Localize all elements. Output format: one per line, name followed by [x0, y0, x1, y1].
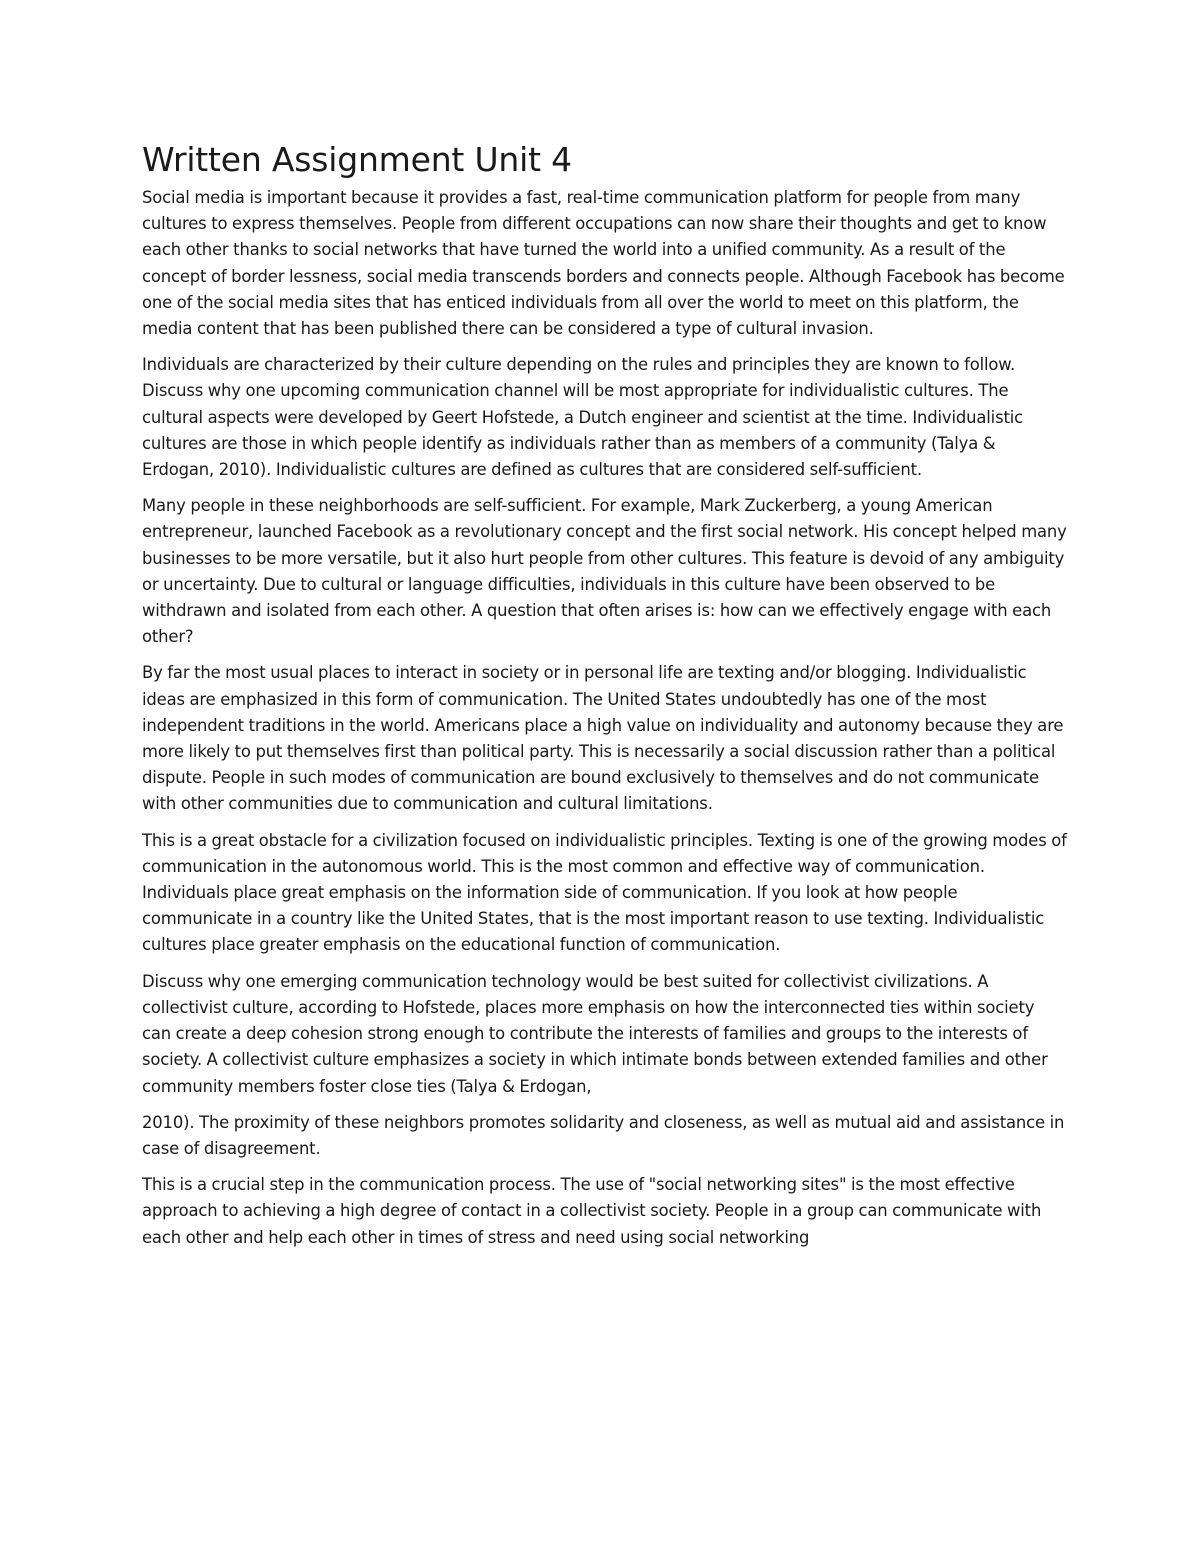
paragraph-4: By far the most usual places to interact in society or in personal life are texting and/or blogging. Individualistic ideas are emphasized in this form of communication. The United States undoubtedly has one of the most independent traditions in the world. Americans place a high value on individuality and autonomy because they are more likely to put themselves first than political party. This is necessarily a social discussion rather than a political dispute. People in such modes of communication are bound exclusively to themselves and do not communicate with other communities due to communication and cultural limitations.	[142, 663, 1064, 814]
paragraph-7: 2010). The proximity of these neighbors promotes solidarity and closeness, as well as mutual aid and assistance in case of disagreement.	[142, 1112, 1065, 1158]
paragraph-2: Individuals are characterized by their culture depending on the rules and principles they are known to follow. Discuss why one upcoming communication channel will be most appropriate for individualistic cultures. The cultural aspects were developed by Geert Hofstede, a Dutch engineer and scientist at the time. Individualistic cultures are those in which people identify as individuals rather than as members of a community (Talya & Erdogan, 2010). Individualistic cultures are defined as cultures that are considered self-sufficient.	[142, 355, 1024, 480]
paragraph-8: This is a crucial step in the communication process. The use of "social networking sites" is the most effective approach to achieving a high degree of contact in a collectivist society. People in a group can communicate with each other and help each other in times of stress and need using social networking	[142, 1175, 1042, 1247]
document-title: Written Assignment Unit 4	[142, 140, 572, 179]
paragraph-5: This is a great obstacle for a civilization focused on individualistic principles. Texting is one of the growing modes of communication in the autonomous world. This is the most common and effective way of communication. Individuals place great emphasis on the information side of communication. If you look at how people communicate in a country like the United States, that is the most important reason to use texting. Individualistic cultures place greater emphasis on the educational function of communication.	[142, 830, 1067, 955]
document-page	[142, 140, 1067, 1261]
paragraph-1: Social media is important because it provides a fast, real-time communication platform for people from many cultures to express themselves. People from different occupations can now share their thoughts and get to know each other thanks to social networks that have turned the world into a unified community. As a result of the concept of border lessness, social media transcends borders and connects people. Although Facebook has become one of the social media sites that has enticed individuals from all over the world to meet on this platform, the media content that has been published there can be considered a type of cultural invasion.	[142, 188, 1065, 339]
paragraph-3: Many people in these neighborhoods are self-sufficient. For example, Mark Zuckerberg, a young American entrepreneur, launched Facebook as a revolutionary concept and the first social network. His concept helped many businesses to be more versatile, but it also hurt people from other cultures. This feature is devoid of any ambiguity or uncertainty. Due to cultural or language difficulties, individuals in this culture have been observed to be withdrawn and isolated from each other. A question that often arises is: how can we effectively engage with each other?	[142, 496, 1067, 647]
paragraph-6: Discuss why one emerging communication technology would be best suited for collectivist civilizations. A collectivist culture, according to Hofstede, places more emphasis on how the interconnected ties within society can create a deep cohesion strong enough to contribute the interests of families and groups to the interests of society. A collectivist culture emphasizes a society in which intimate bonds between extended families and other community members foster close ties (Talya & Erdogan,	[142, 971, 1048, 1096]
